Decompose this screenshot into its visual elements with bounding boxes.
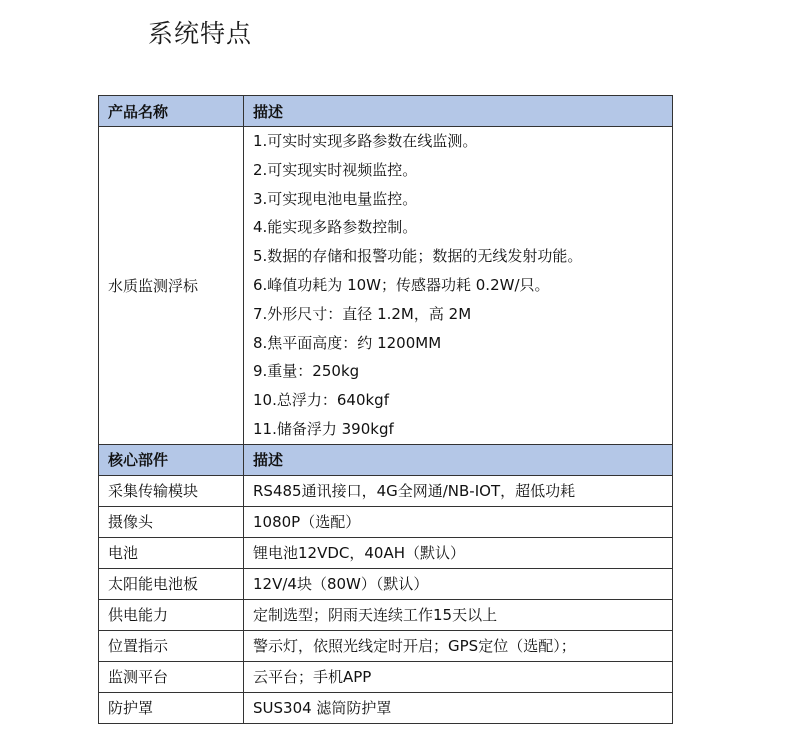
table-row — [99, 568, 673, 599]
component-name: 位置指示 — [99, 630, 244, 661]
component-desc: 定制选型；阴雨天连续工作15天以上 — [244, 599, 673, 630]
feature-item: 2.可实现实时视频监控。 — [253, 160, 418, 179]
feature-item: 1.可实时实现多路参数在线监测。 — [253, 132, 478, 150]
component-desc: RS485通讯接口，4G全网通/NB-IOT，超低功耗 — [244, 475, 673, 506]
feature-list — [244, 127, 673, 445]
feature-item: 3.可实现电池电量监控。 — [253, 189, 418, 208]
component-name: 防护罩 — [99, 692, 244, 723]
component-name: 太阳能电池板 — [99, 568, 244, 599]
feature-item: 4.能实现多路参数控制。 — [253, 218, 418, 237]
feature-item: 9.重量：250kg — [253, 362, 360, 381]
table-row — [99, 599, 673, 630]
header-core-components: 核心部件 — [99, 444, 244, 475]
table-row — [99, 537, 673, 568]
table-row — [99, 692, 673, 723]
header-description: 描述 — [244, 96, 673, 127]
table-row — [99, 661, 673, 692]
components-header-row — [99, 444, 673, 475]
component-name: 供电能力 — [99, 599, 244, 630]
component-name: 电池 — [99, 537, 244, 568]
product-row — [99, 127, 673, 445]
feature-item: 8.焦平面高度：约 1200MM — [253, 333, 442, 352]
component-desc: 警示灯，依照光线定时开启；GPS定位（选配）； — [244, 630, 673, 661]
feature-item: 10.总浮力：640kgf — [253, 391, 389, 410]
spec-table — [98, 95, 673, 724]
component-desc: 云平台；手机APP — [244, 661, 673, 692]
component-name: 摄像头 — [99, 506, 244, 537]
component-name: 监测平台 — [99, 661, 244, 692]
table-row — [99, 475, 673, 506]
table-row — [99, 630, 673, 661]
page-title: 系统特点 — [148, 19, 253, 48]
component-desc: 锂电池12VDC，40AH（默认） — [244, 537, 673, 568]
feature-item: 5.数据的存储和报警功能；数据的无线发射功能。 — [253, 247, 583, 266]
header-product-name: 产品名称 — [99, 96, 244, 127]
component-desc: 1080P（选配） — [244, 506, 673, 537]
component-desc: 12V/4块（80W）（默认） — [244, 568, 673, 599]
header-component-description: 描述 — [244, 444, 673, 475]
feature-item: 7.外形尺寸：直径 1.2M，高 2M — [253, 304, 472, 323]
feature-item: 11.储备浮力 390kgf — [253, 419, 394, 438]
feature-item: 6.峰值功耗为 10W；传感器功耗 0.2W/只。 — [253, 275, 550, 294]
table-header-row — [99, 96, 673, 127]
component-desc: SUS304 滤筒防护罩 — [244, 692, 673, 723]
component-name: 采集传输模块 — [99, 475, 244, 506]
table-row — [99, 506, 673, 537]
product-name: 水质监测浮标 — [99, 127, 244, 445]
